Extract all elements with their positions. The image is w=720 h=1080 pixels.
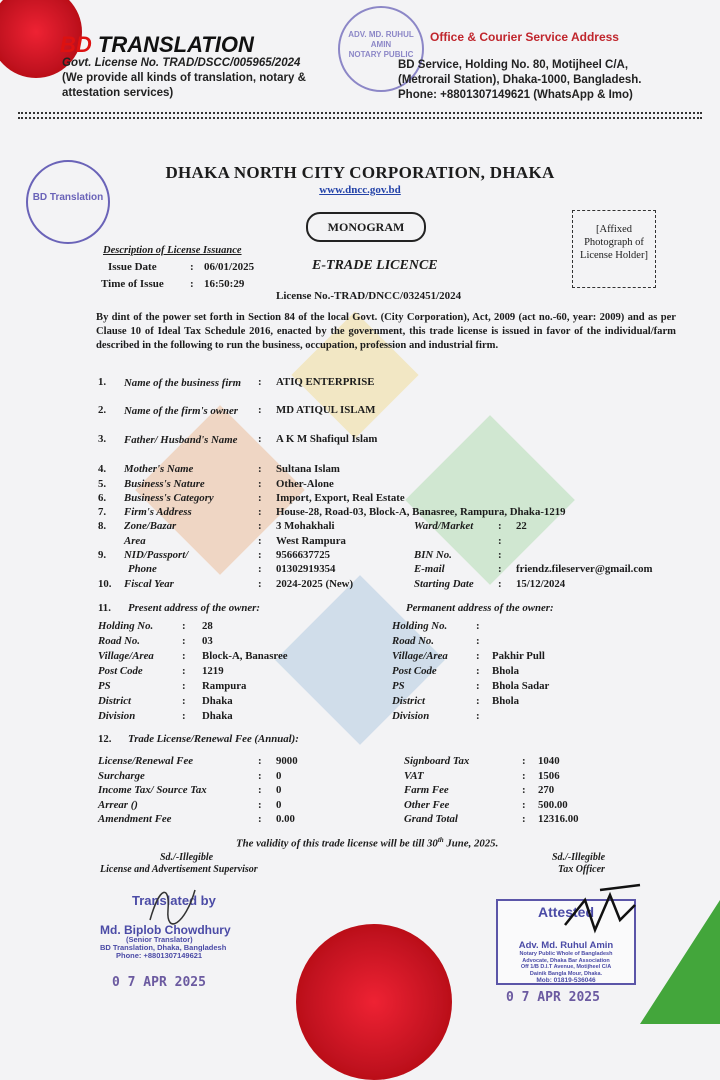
address-label: Post Code <box>392 665 437 677</box>
red-seal-bottom <box>296 924 452 1080</box>
address-label: Division <box>98 710 136 722</box>
fee-value: 500.00 <box>538 798 568 811</box>
translator-role: (Senior Translator) <box>126 935 193 944</box>
colon: : <box>182 710 186 722</box>
website-link[interactable]: www.dncc.gov.bd <box>319 184 401 196</box>
office-address: BD Service, Holding No. 80, Motijheel C/A, (Metrorail Station), Dhaka-1000, Bangladesh. Phone: +8801307149621 (WhatsApp & Imo) <box>398 59 642 101</box>
colon: : <box>476 650 480 662</box>
fee-value: 1040 <box>538 755 560 767</box>
colon: : <box>476 635 480 647</box>
colon: : <box>476 620 480 632</box>
fee-label: License/Renewal Fee <box>98 755 194 767</box>
fee-label: Amendment Fee <box>98 813 172 825</box>
present-address-value: 28 <box>202 620 213 632</box>
attested-stamp: Attested Adv. Md. Ruhul Amin Notary Public Whole of Bangladesh Advocate, Dhaka Bar Association Off 1/B D.I.T Avenue, Motijheel C/A Dainik Bangla Mour, Dhaka. Mob: 01819-536046 <box>496 899 636 985</box>
authority-title: DHAKA NORTH CITY CORPORATION, DHAKA <box>165 163 555 182</box>
field-value: 01302919354 <box>276 563 336 575</box>
header-divider <box>18 112 702 114</box>
colon: : <box>190 261 194 273</box>
fee-heading: Trade License/Renewal Fee (Annual): <box>128 733 299 745</box>
field-label: Area <box>124 535 146 547</box>
monogram-box: MONOGRAM <box>306 212 426 242</box>
field-value: Sultana Islam <box>276 463 340 475</box>
field-label: NID/Passport/ <box>124 549 189 561</box>
present-address-value: Block-A, Banasree <box>202 650 288 662</box>
present-address-value: Dhaka <box>202 695 233 707</box>
permanent-address-value: Bhola <box>492 695 520 707</box>
field-label: Starting Date <box>414 578 474 590</box>
validity-note: The validity of this trade license will be till 30th June, 2025. <box>236 836 499 850</box>
address-label: District <box>98 695 131 707</box>
colon: : <box>190 278 194 290</box>
colon: : <box>182 620 186 632</box>
field-value: friendz.fileserver@gmail.com <box>516 563 653 575</box>
address-label: District <box>392 695 425 707</box>
date-stamp-right: 0 7 APR 2025 <box>506 990 600 1005</box>
colon: : <box>182 650 186 662</box>
address-label: Holding No. <box>392 620 448 632</box>
sd-left: Sd./-Illegible <box>160 852 214 863</box>
bd-translation-stamp: BD Translation <box>26 160 110 244</box>
issue-date-label: Issue Date <box>108 261 157 273</box>
present-address-heading: Present address of the owner: <box>128 602 260 614</box>
colon: : <box>476 710 480 722</box>
present-address-value: Rampura <box>202 680 247 692</box>
fee-label: Other Fee <box>404 798 450 811</box>
translator-phone: Phone: +8801307149621 <box>116 951 203 960</box>
address-label: Road No. <box>392 635 434 647</box>
present-address-value: Dhaka <box>202 710 233 722</box>
colon: : <box>182 635 186 647</box>
field-label: Zone/Bazar <box>124 520 177 532</box>
field-value: 22 <box>516 520 527 532</box>
fee-label: Farm Fee <box>404 784 449 796</box>
field-value: 9566637725 <box>276 549 330 561</box>
signatory-left: License and Advertisement Supervisor <box>100 864 258 875</box>
field-label: BIN No. <box>414 549 452 561</box>
permanent-address-value: Pakhir Pull <box>492 650 545 662</box>
fee-label: Grand Total <box>404 813 458 825</box>
address-label: PS <box>98 680 111 692</box>
fee-value: 0 <box>276 769 282 782</box>
colon: : <box>522 784 526 796</box>
colon: : <box>522 769 526 782</box>
fee-label: Surcharge <box>98 769 145 782</box>
field-value: 3 Mohakhali <box>276 520 335 532</box>
translator-org: BD Translation, Dhaka, Bangladesh <box>100 943 227 952</box>
photo-placeholder: [Affixed Photograph of License Holder] <box>572 210 656 288</box>
colon: : <box>476 680 480 692</box>
field-value: ATIQ ENTERPRISE <box>276 376 375 388</box>
fee-label: VAT <box>404 769 424 782</box>
permanent-address-value: Bhola Sadar <box>492 680 550 692</box>
brand-title: BD TRANSLATION <box>60 32 254 57</box>
colon: : <box>522 798 526 811</box>
field-value: MD ATIQUL ISLAM <box>276 404 376 416</box>
field-label: Ward/Market <box>414 520 474 532</box>
notary-stamp-top: ADV. MD. RUHUL AMIN NOTARY PUBLIC <box>338 6 424 92</box>
field-label: Firm's Address <box>124 506 192 518</box>
sd-right: Sd./-Illegible <box>552 852 606 863</box>
translated-by: Translated by <box>132 893 216 908</box>
colon: : <box>258 755 262 767</box>
fee-label: Signboard Tax <box>404 755 470 767</box>
fee-label: Income Tax/ Source Tax <box>98 784 207 796</box>
fee-value: 0.00 <box>276 813 295 825</box>
header-divider-2 <box>18 117 702 119</box>
colon: : <box>522 813 526 825</box>
field-value: Import, Export, Real Estate <box>276 492 405 504</box>
field-value: Other-Alone <box>276 478 334 490</box>
field-value: House-28, Road-03, Block-A, Banasree, Rampura, Dhaka-1219 <box>276 506 566 518</box>
doc-type: E-TRADE LICENCE <box>312 258 438 273</box>
field-label: Phone <box>128 563 157 575</box>
issuance-heading: Description of License Issuance <box>103 245 242 256</box>
colon: : <box>182 665 186 677</box>
colon: : <box>476 665 480 677</box>
colon: : <box>522 755 526 767</box>
govt-license: Govt. License No. TRAD/DSCC/005965/2024 <box>62 57 301 69</box>
address-label: PS <box>392 680 405 692</box>
office-title: Office & Courier Service Address <box>430 30 619 44</box>
fee-value: 9000 <box>276 755 298 767</box>
green-corner <box>640 900 720 1024</box>
fee-label: Arrear () <box>98 798 138 811</box>
field-value: West Rampura <box>276 535 346 547</box>
colon: : <box>182 680 186 692</box>
fee-value: 1506 <box>538 769 560 782</box>
field-label: Name of the business firm <box>124 377 241 389</box>
colon: : <box>476 695 480 707</box>
brand-info: Govt. License No. TRAD/DSCC/005965/2024 (We provide all kinds of translation, notary & attestation services) <box>62 57 306 99</box>
address-label: Holding No. <box>98 620 154 632</box>
present-address-value: 1219 <box>202 665 224 677</box>
address-label: Division <box>392 710 430 722</box>
field-label: Fiscal Year <box>124 578 174 590</box>
field-value: 2024-2025 (New) <box>276 578 354 590</box>
present-address-value: 03 <box>202 635 213 647</box>
field-label: Business's Nature <box>124 478 205 490</box>
issue-date: 06/01/2025 <box>204 261 255 273</box>
preamble: By dint of the power set forth in Section 84 of the local Govt. (City Corporation), Act, 2009 (act no.-60, year: 2009) and as per Clause 10 of Ideal Tax Schedule 2016, enacted by the government, this trade license is issued in favor of the individual/farm described in the following to run the business, occupation, profession and industrial firm. <box>96 312 676 351</box>
field-label: Name of the firm's owner <box>124 405 238 417</box>
translator-name: Md. Biplob Chowdhury <box>100 923 231 937</box>
colon: : <box>258 769 262 782</box>
colon: : <box>258 784 262 796</box>
field-value: A K M Shafiqul Islam <box>276 433 378 445</box>
field-label: E-mail <box>414 563 445 575</box>
colon: : <box>258 813 262 825</box>
colon: : <box>258 798 262 811</box>
issue-time: 16:50:29 <box>204 278 245 290</box>
address-label: Village/Area <box>98 650 154 662</box>
field-label: Father/ Husband's Name <box>124 434 238 446</box>
field-label: Mother's Name <box>124 463 194 475</box>
address-label: Village/Area <box>392 650 448 662</box>
permanent-address-value: Bhola <box>492 665 520 677</box>
license-number: License No.-TRAD/DNCC/032451/2024 <box>276 290 462 302</box>
date-stamp-left: 0 7 APR 2025 <box>112 975 206 990</box>
field-value: 15/12/2024 <box>516 578 566 590</box>
address-label: Post Code <box>98 665 143 677</box>
field-label: Business's Category <box>124 492 214 504</box>
fee-value: 270 <box>538 784 555 796</box>
colon: : <box>182 695 186 707</box>
fee-value: 0 <box>276 798 282 811</box>
issue-time-label: Time of Issue <box>101 278 164 290</box>
permanent-address-heading: Permanent address of the owner: <box>406 602 554 614</box>
fee-value: 12316.00 <box>538 813 579 825</box>
notary-signature <box>560 880 650 940</box>
address-label: Road No. <box>98 635 140 647</box>
signatory-right: Tax Officer <box>558 864 605 875</box>
fee-value: 0 <box>276 784 282 796</box>
